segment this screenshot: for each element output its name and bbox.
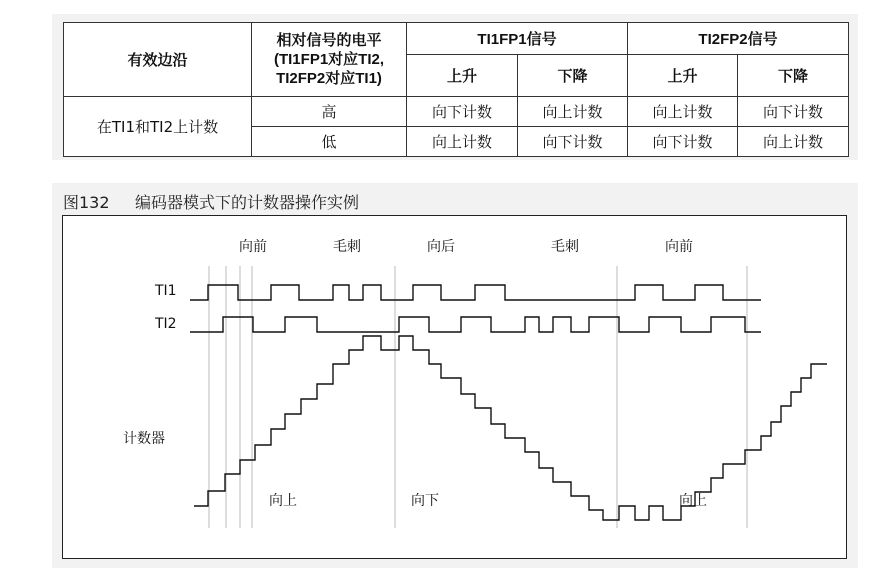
ti2-waveform bbox=[190, 317, 761, 332]
label-backward: 向后 bbox=[427, 239, 455, 255]
timing-diagram-svg bbox=[63, 216, 846, 558]
figure-caption-number: 图132 bbox=[63, 193, 110, 212]
level-high: 高 bbox=[252, 97, 407, 127]
cell-low-ti2fp2-rise: 向下计数 bbox=[628, 127, 738, 157]
count-direction-down: 向下 bbox=[411, 493, 439, 509]
label-jitter-1: 毛刺 bbox=[333, 239, 361, 255]
cell-high-ti1fp1-fall: 向上计数 bbox=[518, 97, 628, 127]
encoder-timing-diagram bbox=[62, 215, 847, 559]
label-jitter-2: 毛刺 bbox=[551, 239, 579, 255]
header-level-line3: TI2FP2对应TI1) bbox=[276, 70, 382, 87]
header-level-line2: (TI1FP1对应TI2, bbox=[273, 51, 385, 68]
timing-guide-lines bbox=[209, 266, 747, 528]
cell-high-ti2fp2-rise: 向上计数 bbox=[628, 97, 738, 127]
cell-low-ti1fp1-fall: 向下计数 bbox=[518, 127, 628, 157]
header-ti2fp2-rise: 上升 bbox=[628, 55, 738, 97]
header-effective-edge: 有效边沿 bbox=[64, 23, 252, 97]
header-ti1fp1-fall: 下降 bbox=[518, 55, 628, 97]
encoder-mode-table bbox=[63, 22, 849, 157]
row-label-count-on-ti1-ti2: 在TI1和TI2上计数 bbox=[64, 97, 252, 157]
signal-label-ti2: TI2 bbox=[155, 316, 177, 332]
label-forward-2: 向前 bbox=[665, 239, 693, 255]
header-level-line1: 相对信号的电平 bbox=[276, 32, 382, 49]
label-forward-1: 向前 bbox=[239, 239, 267, 255]
figure-caption-text: 编码器模式下的计数器操作实例 bbox=[134, 193, 359, 212]
cell-low-ti2fp2-fall: 向上计数 bbox=[738, 127, 849, 157]
ti1-waveform bbox=[190, 285, 761, 300]
cell-low-ti1fp1-rise: 向上计数 bbox=[407, 127, 518, 157]
cell-high-ti1fp1-rise: 向下计数 bbox=[407, 97, 518, 127]
header-relative-level bbox=[252, 23, 407, 97]
header-ti1fp1-rise: 上升 bbox=[407, 55, 518, 97]
figure-caption bbox=[63, 190, 359, 213]
signal-label-ti1: TI1 bbox=[155, 283, 177, 299]
counter-label: 计数器 bbox=[123, 431, 165, 447]
header-ti2fp2-fall: 下降 bbox=[738, 55, 849, 97]
header-ti1fp1: TI1FP1信号 bbox=[407, 23, 628, 55]
count-direction-up-2: 向上 bbox=[679, 493, 707, 509]
header-ti2fp2: TI2FP2信号 bbox=[628, 23, 849, 55]
cell-high-ti2fp2-fall: 向下计数 bbox=[738, 97, 849, 127]
count-direction-up-1: 向上 bbox=[269, 493, 297, 509]
level-low: 低 bbox=[252, 127, 407, 157]
